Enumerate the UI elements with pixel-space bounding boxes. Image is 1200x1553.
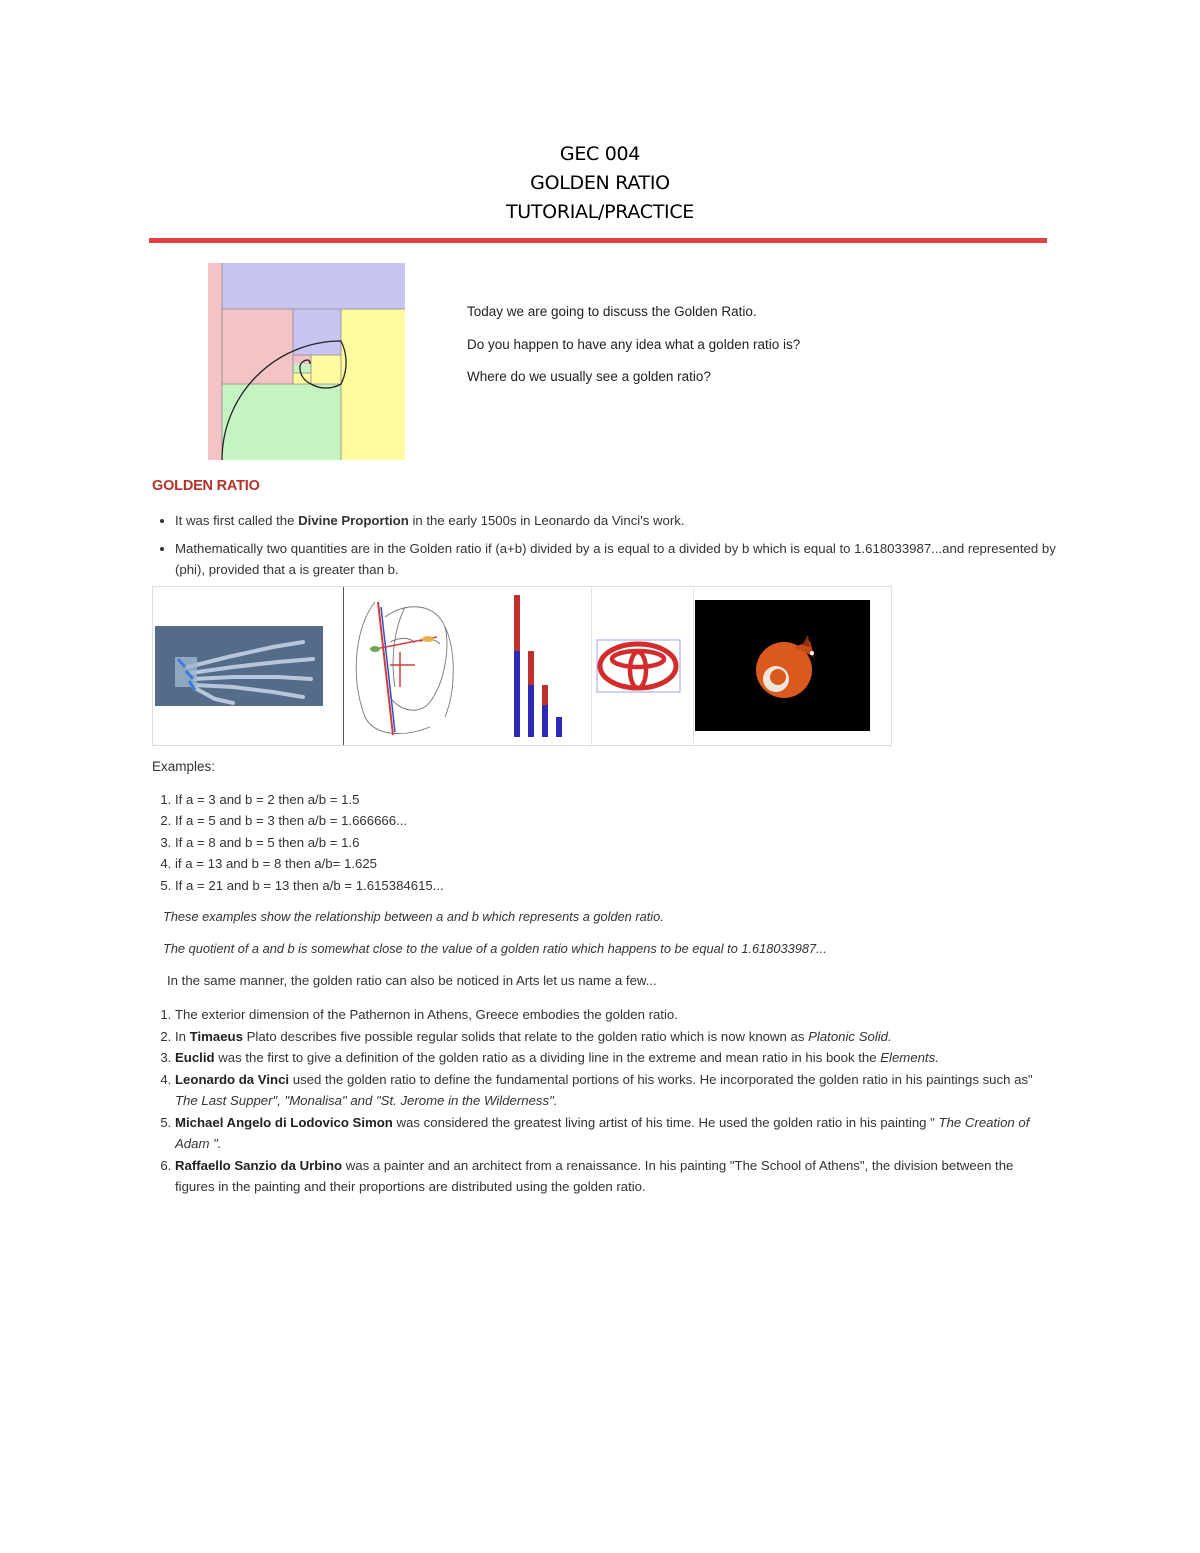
item-text: Plato describes five possible regular solids that relate to the golden ratio which is now known as	[242, 1028, 809, 1044]
gallery-divider	[343, 587, 344, 745]
list-item: 2. If a = 5 and b = 3 then a/b = 1.666666...	[175, 810, 444, 831]
hand-xray-image	[153, 587, 343, 745]
fox-image	[694, 587, 891, 745]
intro-line-1: Today we are going to discuss the Golden Ratio.	[467, 304, 757, 319]
list-item	[175, 1069, 1055, 1112]
item-bold-term: Leonardo da Vinci	[175, 1071, 290, 1087]
bullet-text: in the early 1500s in Leonardo da Vinci's work.	[408, 513, 685, 528]
list-item	[175, 510, 1065, 532]
item-italic-term: The Creation of Adam ".	[175, 1114, 1030, 1151]
list-item: 5. If a = 21 and b = 13 then a/b = 1.615384615...	[175, 875, 444, 896]
item-bold-term: Euclid	[175, 1050, 215, 1065]
item-text: In	[175, 1028, 190, 1044]
examples-list	[152, 789, 444, 896]
list-item	[175, 1155, 1055, 1198]
list-item: 4. if a = 13 and b = 8 then a/b= 1.625	[175, 853, 444, 874]
examples-note: These examples show the relationship between a and b which represents a golden ratio.	[163, 909, 664, 924]
item-text: used the golden ratio to define the fundamental portions of his works. He incorporated the golden ratio in his paintings such as"	[289, 1071, 1033, 1087]
bullet-bold-term: Divine Proportion	[298, 513, 409, 528]
item-text: was considered the greatest living artist of his time. He used the golden ratio in his painting "	[392, 1114, 939, 1130]
list-item: • Mathematically two quantities are in the Golden ratio if (a+b) divided by a is equal to a divided by b which is equal to 1.618033987...and represented by (phi), provided that a is greater than b.	[175, 538, 1065, 581]
intro-text	[467, 303, 800, 401]
item-italic-term: The Last Supper", "Monalisa" and "St. Jerome in the Wilderness".	[175, 1093, 558, 1108]
item-bold-term: Timaeus	[189, 1028, 243, 1044]
document-header	[0, 140, 1200, 227]
document-subtitle: TUTORIAL/PRACTICE	[505, 201, 695, 223]
golden-spiral-image	[208, 263, 405, 460]
golden-bars-image	[508, 587, 590, 745]
definition-list	[152, 510, 1065, 587]
bullet-text: It was first called the	[175, 513, 299, 528]
list-item: 3. If a = 8 and b = 5 then a/b = 1.6	[175, 832, 444, 853]
header-divider	[149, 238, 1047, 243]
item-bold-term: Michael Angelo di Lodovico Simon	[175, 1114, 393, 1130]
list-item: 1. If a = 3 and b = 2 then a/b = 1.5	[175, 789, 444, 810]
intro-line-2: Do you happen to have any idea what a golden ratio is?	[467, 336, 801, 352]
list-item	[175, 1112, 1055, 1155]
course-code: GEC 004	[559, 143, 641, 165]
intro-line-3: Where do we usually see a golden ratio?	[467, 369, 711, 384]
gallery-divider	[591, 587, 592, 745]
list-item	[175, 1047, 1055, 1069]
toyota-logo-image	[593, 587, 693, 745]
section-title: GOLDEN RATIO	[152, 478, 260, 494]
examples-label: Examples:	[152, 759, 216, 774]
arts-list	[152, 1004, 1055, 1198]
arts-intro: In the same manner, the golden ratio can also be noticed in Arts let us name a few...	[167, 973, 657, 988]
item-bold-term: Raffaello Sanzio da Urbino	[175, 1157, 343, 1173]
quotient-note: The quotient of a and b is somewhat close to the value of a golden ratio which happens to be equal to 1.618033987...	[163, 941, 827, 956]
item-italic-term: Platonic Solid.	[808, 1028, 892, 1044]
document-title: GOLDEN RATIO	[530, 172, 670, 194]
face-sketch-image	[345, 587, 508, 745]
list-item: 1. The exterior dimension of the Pathernon in Athens, Greece embodies the golden ratio.	[175, 1004, 1055, 1026]
item-text: was the first to give a definition of the golden ratio as a dividing line in the extreme and mean ratio in his book the	[214, 1050, 881, 1065]
item-italic-term: Elements.	[880, 1050, 939, 1065]
golden-ratio-image-gallery	[152, 586, 892, 746]
item-text: was a painter and an architect from a renaissance. In his painting "The School of Athens", the division between the figures in the painting and their proportions are distributed using the golden ratio.	[175, 1157, 1014, 1194]
list-item	[175, 1026, 1055, 1048]
